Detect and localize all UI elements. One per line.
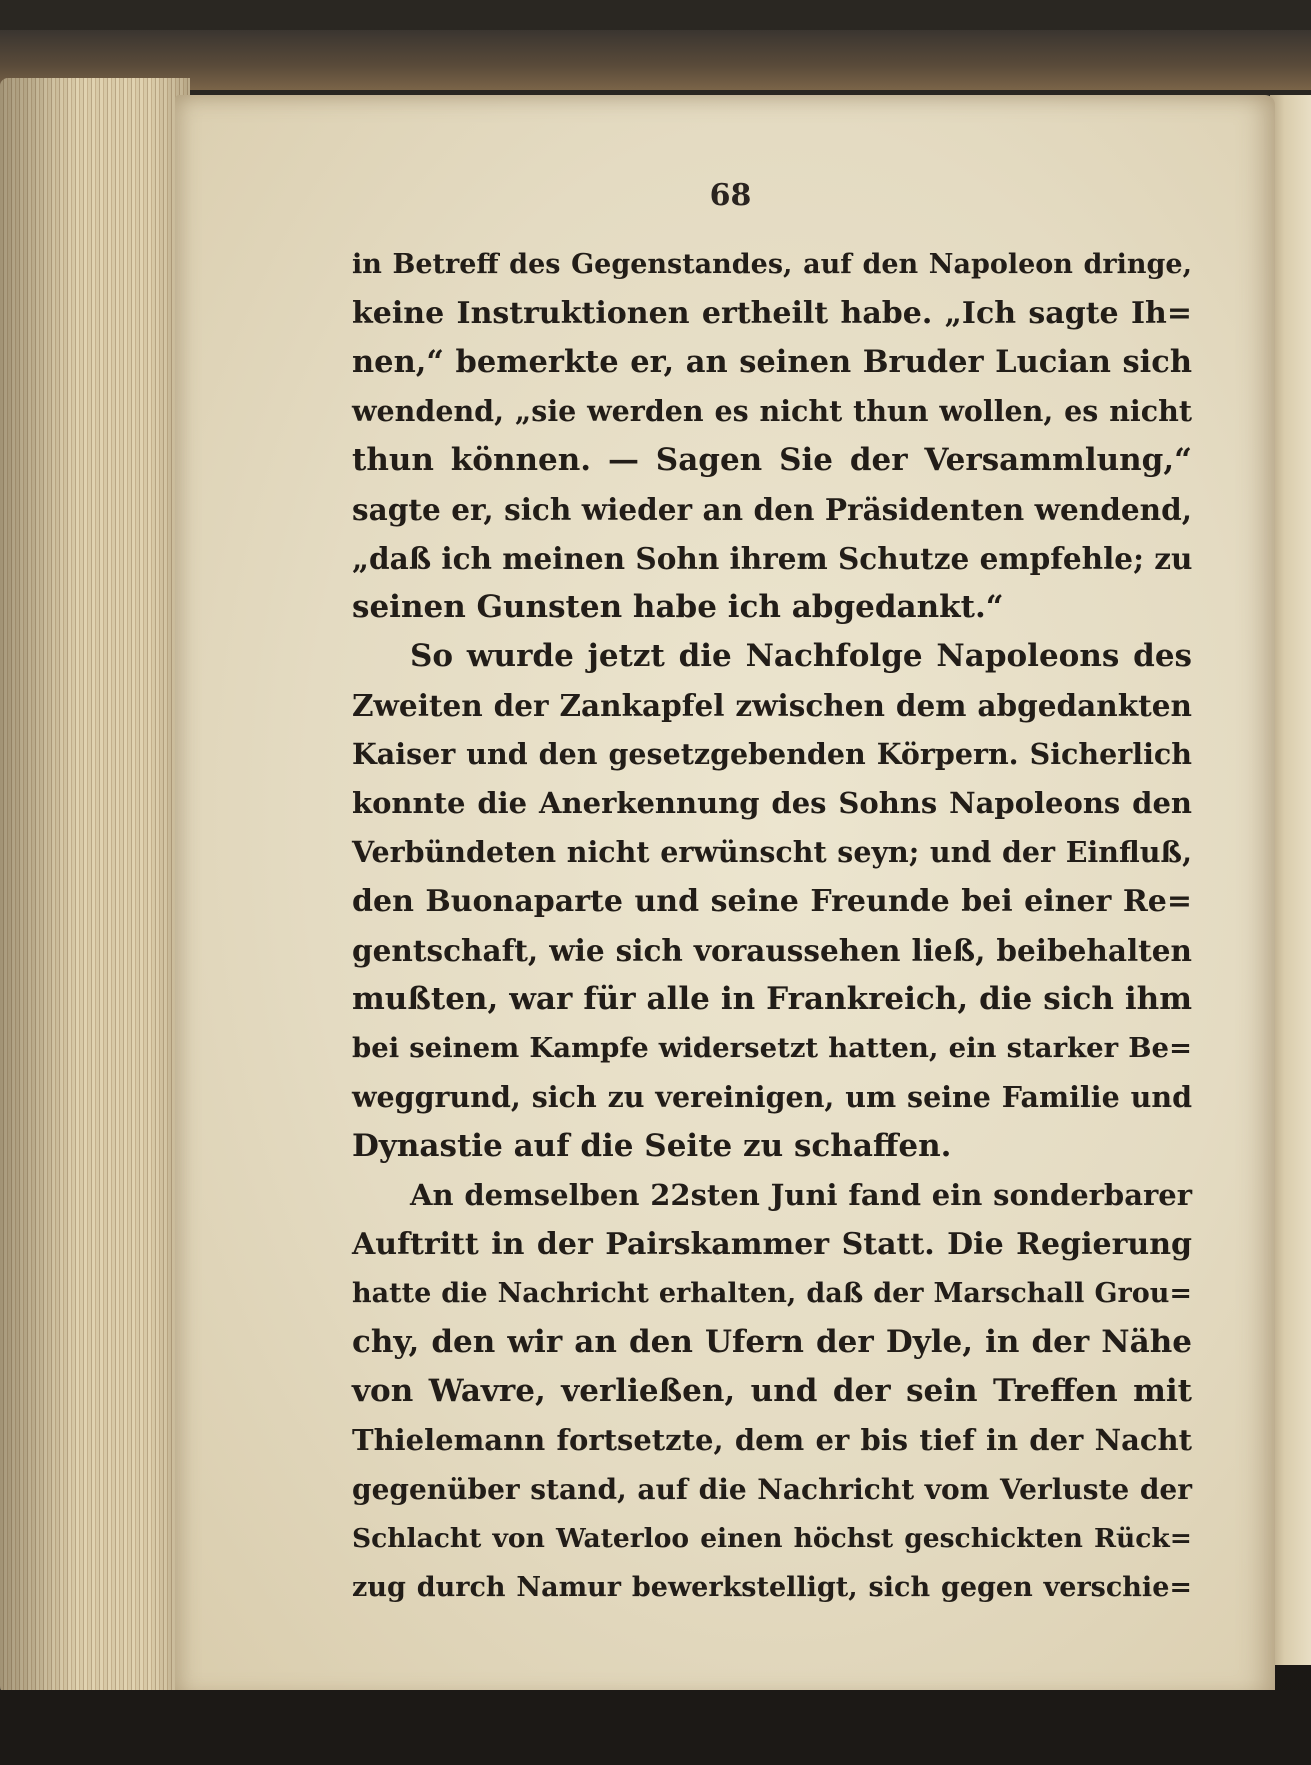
text-line: seinen Gunsten habe ich abgedankt.“ <box>352 589 1004 625</box>
book-cover-bottom <box>0 1690 1311 1765</box>
text-line: bei seinem Kampfe widersetzt hatten, ein starker Be= <box>352 1032 1192 1064</box>
text-line: gentschaft, wie sich voraussehen ließ, beibehalten <box>352 933 1192 968</box>
text-line: An demselben 22sten Juni fand ein sonderbarer <box>410 1178 1192 1212</box>
text-line: Dynastie auf die Seite zu schaffen. <box>352 1128 952 1164</box>
text-line: Zweiten der Zankapfel zwischen dem abgedankten <box>352 688 1192 723</box>
text-line: von Wavre, verließen, und der sein Treffen mit <box>352 1373 1192 1409</box>
text-line: nen,“ bemerkte er, an seinen Bruder Lucian sich <box>352 344 1192 380</box>
page-edges-shade <box>0 78 190 1698</box>
text-line: in Betreff des Gegenstandes, auf den Napoleon dringe, <box>352 249 1192 280</box>
text-line: sagte er, sich wieder an den Präsidenten wendend, <box>352 492 1192 527</box>
text-line: Kaiser und den gesetzgebenden Körpern. Sicherlich <box>352 737 1192 771</box>
text-line: keine Instruktionen ertheilt habe. „Ich sagte Ih= <box>352 296 1192 331</box>
text-line: „daß ich meinen Sohn ihrem Schutze empfehle; zu <box>352 541 1193 576</box>
page-number: 68 <box>709 178 752 213</box>
book-cover-top <box>0 30 1311 90</box>
text-line: zug durch Namur bewerkstelligt, sich gegen verschie= <box>352 1572 1192 1603</box>
text-line: Auftritt in der Pairskammer Statt. Die Regierung <box>352 1227 1192 1262</box>
body-text <box>352 240 1192 1612</box>
facing-page-edge <box>1270 95 1311 1665</box>
text-line: konnte die Anerkennung des Sohns Napoleons den <box>352 786 1192 820</box>
text-line: Thielemann fortsetzte, dem er bis tief in der Nacht <box>352 1423 1192 1457</box>
text-line: hatte die Nachricht erhalten, daß der Marschall Grou= <box>352 1278 1192 1309</box>
text-line: chy, den wir an den Ufern der Dyle, in der Nähe <box>352 1324 1192 1360</box>
text-line: Verbündeten nicht erwünscht seyn; und der Einfluß, <box>352 835 1192 869</box>
text-line: wendend, „sie werden es nicht thun wollen, es nicht <box>352 394 1192 428</box>
text-line: den Buonaparte und seine Freunde bei einer Re= <box>352 884 1192 919</box>
text-line: mußten, war für alle in Frankreich, die sich ihm <box>352 981 1192 1017</box>
text-line: thun können. — Sagen Sie der Versammlung,“ <box>352 442 1192 478</box>
text-line: So wurde jetzt die Nachfolge Napoleons des <box>410 638 1192 674</box>
text-line: weggrund, sich zu vereinigen, um seine Familie und <box>352 1080 1192 1114</box>
text-line: Schlacht von Waterloo einen höchst geschickten Rück= <box>352 1523 1192 1554</box>
text-line: gegenüber stand, auf die Nachricht vom Verluste der <box>352 1473 1192 1506</box>
